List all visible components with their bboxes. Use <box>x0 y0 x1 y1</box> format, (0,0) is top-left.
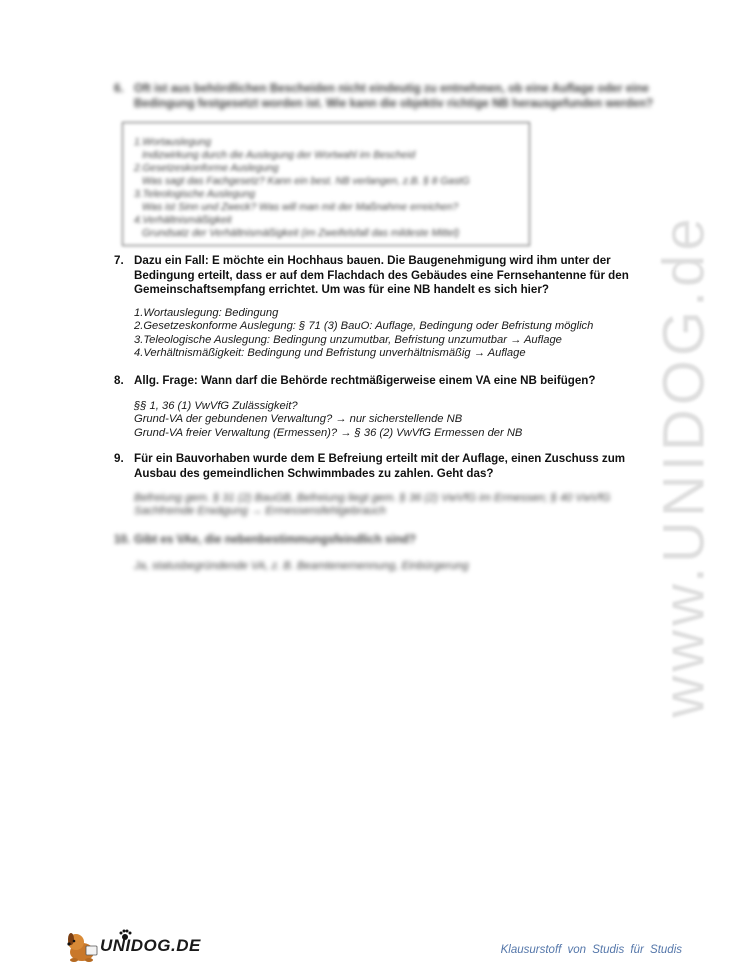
answer-line: 2.Gesetzeskonforme Auslegung: § 71 (3) BauO: Auflage, Bedingung oder Befristung möglich <box>134 320 594 333</box>
question-text: Allg. Frage: Wann darf die Behörde rechtmäßigerweise einem VA eine NB beifügen? <box>134 374 596 387</box>
answer-line: 4.Verhältnismäßigkeit: Bedingung und Befristung unverhältnismäßig → Auflage <box>134 347 526 360</box>
box-line: 4.Verhältnismäßigkeit <box>134 215 232 226</box>
answer-box-6 <box>122 122 530 246</box>
answer-10 <box>134 560 654 573</box>
question-text: Dazu ein Fall: E möchte ein Hochhaus bauen. Die Baugenehmigung wird ihm unter der Bedingung erteilt, dass er auf dem Flachdach des Gebäudes eine Fernsehantenne für den Gemeinschaftsempfang errichtet. Um was für eine NB handelt es sich hier? <box>134 254 629 296</box>
question-number: 8. <box>114 374 124 387</box>
box-line: 3.Teleologische Auslegung <box>134 189 256 200</box>
answer-line: Ja, statusbegründende VA, z. B. Beamtenernennung, Einbürgerung <box>134 560 469 572</box>
answer-line: 1.Wortauslegung: Bedingung <box>134 307 279 319</box>
box-line: Was ist Sinn und Zweck? Was will man mit der Maßnahme erreichen? <box>142 202 459 213</box>
box-line: 1.Wortauslegung <box>134 137 212 148</box>
watermark: www.UNIDOG.de <box>651 214 717 718</box>
answer-9 <box>134 492 654 519</box>
logo-text: UNIDOG.DE <box>100 936 201 955</box>
box-line: Indizwirkung durch die Auslegung der Wortwahl im Bescheid <box>142 150 416 161</box>
footer-slogan: Klausurstoff von Studis für Studis <box>500 944 682 956</box>
question-number: 9. <box>114 452 124 465</box>
answer-line: Befreiung gem. § 31 (2) BauGB, Befreiung liegt gem. § 36 (2) VwVfG im Ermessen; § 40 VwVfG <box>134 492 611 504</box>
question-number: 6. <box>114 82 124 95</box>
question-number: 10. <box>114 533 131 546</box>
question-text: Gibt es VAe, die nebenbestimmungsfeindlich sind? <box>134 533 416 546</box>
dog-icon <box>62 930 102 964</box>
question-text: Für ein Bauvorhaben wurde dem E Befreiung erteilt mit der Auflage, einen Zuschuss zum Ausbau des gemeindlichen Schwimmbades zu zahlen. Geht das? <box>134 452 626 480</box>
answer-line: 3.Teleologische Auslegung: Bedingung unzumutbar, Befristung unzumutbar → Auflage <box>134 333 562 346</box>
answer-line: Sachfremde Erwägung → Ermessensfehlgebrauch <box>134 505 386 518</box>
box-line: 2.Gesetzeskonforme Auslegung <box>134 163 279 174</box>
question-number: 7. <box>114 254 124 267</box>
answer-line: §§ 1, 36 (1) VwVfG Zulässigkeit? <box>134 400 298 412</box>
question-text: Oft ist aus behördlichen Bescheiden nicht eindeutig zu entnehmen, ob eine Auflage oder eine Bedingung festgesetzt worden ist. Wie kann die objektiv richtige NB herausgefunden werden? <box>134 82 654 110</box>
unidog-logo <box>62 930 201 962</box>
box-line: Grundsatz der Verhältnismäßigkeit (im Zweifelsfall das mildeste Mittel) <box>142 228 460 239</box>
answer-8 <box>134 400 654 440</box>
answer-7 <box>134 307 654 361</box>
box-line: Was sagt das Fachgesetz? Kann ein best. NB verlangen, z.B. § 8 GastG <box>142 176 470 187</box>
answer-line: Grund-VA freier Verwaltung (Ermessen)? → § 36 (2) VwVfG Ermessen der NB <box>134 426 523 439</box>
answer-line: Grund-VA der gebundenen Verwaltung? → nur sicherstellende NB <box>134 413 463 426</box>
